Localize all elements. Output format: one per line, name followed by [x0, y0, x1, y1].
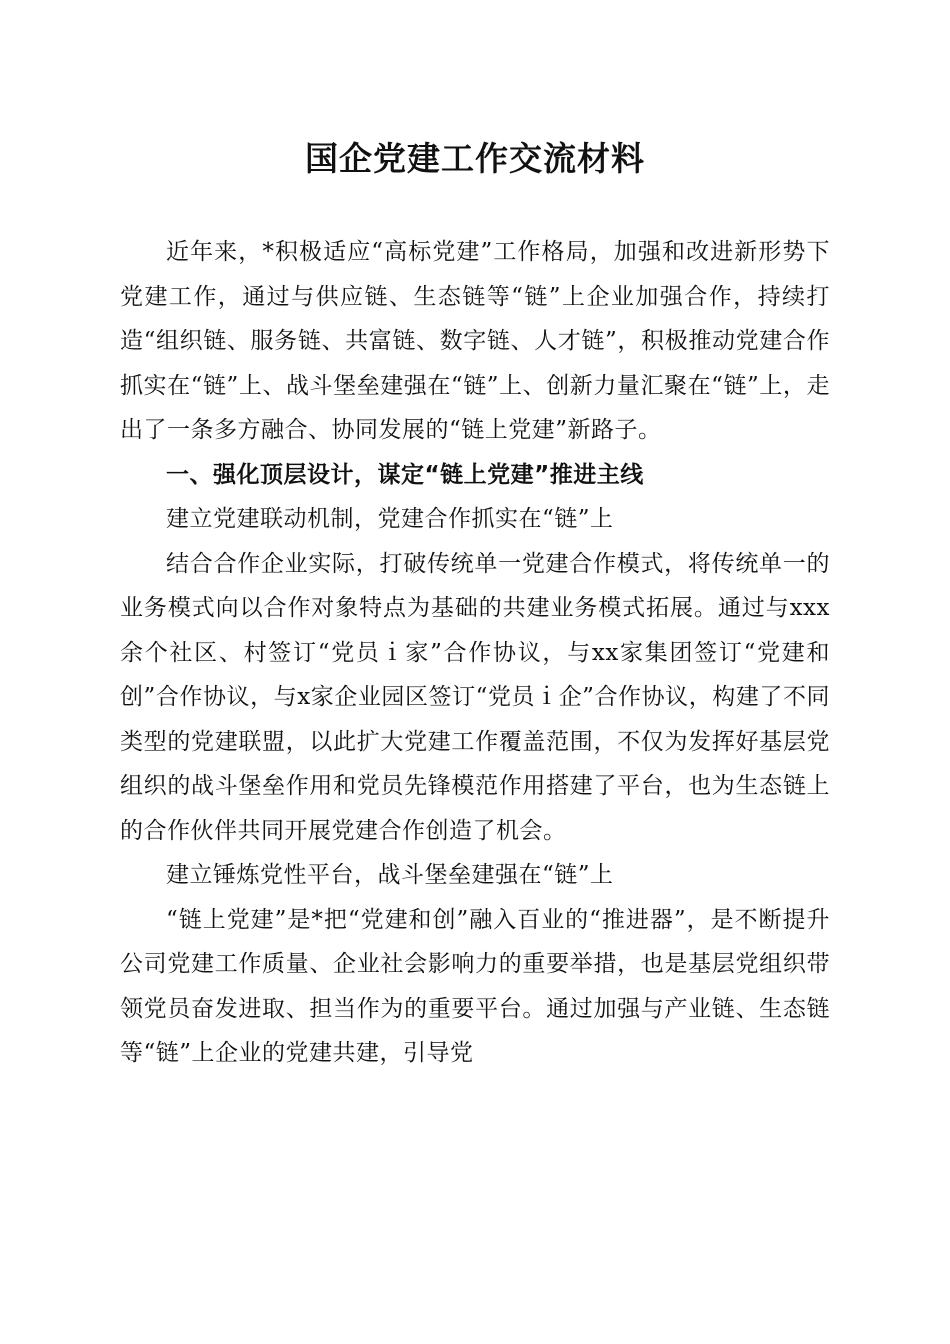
document-body [120, 230, 830, 1076]
document-title: 国企党建工作交流材料 [305, 139, 645, 178]
subsection-heading-1: 建立党建联动机制，党建合作抓实在“链”上 [166, 506, 614, 532]
subsection-body-2: “链上党建”是*把“党建和创”融入百业的“推进器”，是不断提升公司党建工作质量、企业社会影响力的重要举措，也是基层党组织带领党员奋发进取、担当作为的重要平台。通过加强与产业链、生态链等“链”上企业的党建共建，引导党 [120, 906, 830, 1066]
section-heading-1: 一、强化顶层设计，谋定“链上党建”推进主线 [166, 461, 644, 488]
intro-paragraph: 近年来，*积极适应“高标党建”工作格局，加强和改进新形势下党建工作，通过与供应链、生态链等“链”上企业加强合作，持续打造“组织链、服务链、共富链、数字链、人才链”，积极推动党建合作抓实在“链”上、战斗堡垒建强在“链”上、创新力量汇聚在“链”上，走出了一条多方融合、协同发展的“链上党建”新路子。 [120, 239, 830, 443]
subsection-heading-2: 建立锤炼党性平台，战斗堡垒建强在“链”上 [166, 862, 614, 888]
subsection-body-1: 结合合作企业实际，打破传统单一党建合作模式，将传统单一的业务模式向以合作对象特点为基础的共建业务模式拓展。通过与xxx余个社区、村签订“党员ｉ家”合作协议，与xx家集团签订“党建和创”合作协议，与x家企业园区签订“党员ｉ企”合作协议，构建了不同类型的党建联盟，以此扩大党建工作覆盖范围，不仅为发挥好基层党组织的战斗堡垒作用和党员先锋模范作用搭建了平台，也为生态链上的合作伙伴共同开展党建合作创造了机会。 [120, 550, 830, 844]
